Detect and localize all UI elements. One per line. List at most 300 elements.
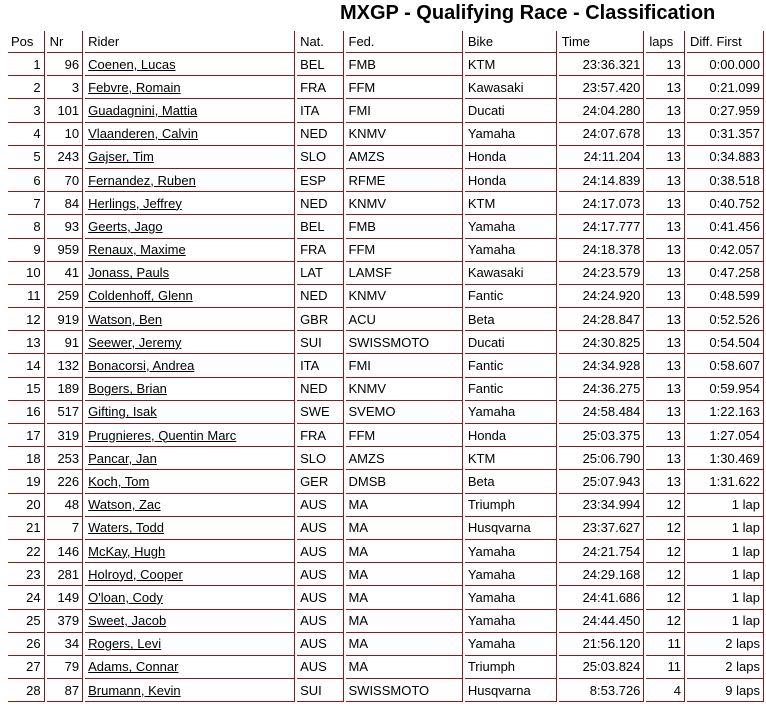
table-row	[8, 610, 764, 633]
cell-pos: 20	[8, 494, 45, 517]
cell-nat: AUS	[297, 610, 343, 633]
cell-laps: 13	[646, 99, 685, 122]
cell-diff: 1 lap	[687, 540, 764, 563]
cell-laps: 13	[646, 331, 685, 354]
cell-laps: 13	[646, 354, 685, 377]
cell-time: 24:34.928	[559, 354, 645, 377]
cell-diff: 0:54.504	[687, 331, 764, 354]
cell-pos: 18	[8, 447, 45, 470]
cell-time: 24:18.378	[559, 239, 645, 262]
cell-rider	[85, 76, 295, 99]
cell-bike: Fantic	[465, 378, 557, 401]
cell-bike: Beta	[465, 470, 557, 493]
cell-nat: AUS	[297, 540, 343, 563]
cell-nr: 79	[47, 656, 84, 679]
cell-pos: 27	[8, 656, 45, 679]
cell-laps: 11	[646, 656, 685, 679]
table-row	[8, 239, 764, 262]
cell-time: 24:21.754	[559, 540, 645, 563]
cell-nr: 189	[47, 378, 84, 401]
cell-bike: Honda	[465, 169, 557, 192]
cell-rider	[85, 308, 295, 331]
cell-nat: AUS	[297, 586, 343, 609]
cell-nr: 101	[47, 99, 84, 122]
cell-bike: KTM	[465, 447, 557, 470]
rider-link[interactable]: Gifting, Isak	[88, 404, 157, 420]
cell-bike: Yamaha	[465, 401, 557, 424]
cell-pos: 17	[8, 424, 45, 447]
cell-nat: AUS	[297, 656, 343, 679]
table-row	[8, 517, 764, 540]
cell-rider	[85, 354, 295, 377]
cell-nr: 48	[47, 494, 84, 517]
rider-link[interactable]: Renaux, Maxime	[88, 242, 186, 258]
cell-nat: FRA	[297, 76, 343, 99]
header-fed: Fed.	[346, 31, 463, 53]
table-row	[8, 447, 764, 470]
cell-diff: 0:58.607	[687, 354, 764, 377]
table-row	[8, 169, 764, 192]
cell-rider	[85, 470, 295, 493]
cell-nr: 70	[47, 169, 84, 192]
table-row	[8, 146, 764, 169]
cell-bike: Husqvarna	[465, 517, 557, 540]
cell-time: 24:58.484	[559, 401, 645, 424]
cell-fed: DMSB	[346, 470, 463, 493]
cell-time: 24:28.847	[559, 308, 645, 331]
cell-fed: MA	[346, 656, 463, 679]
cell-nat: NED	[297, 285, 343, 308]
cell-fed: KNMV	[346, 285, 463, 308]
table-row	[8, 192, 764, 215]
cell-laps: 12	[646, 563, 685, 586]
rider-link[interactable]: McKay, Hugh	[88, 543, 166, 559]
cell-diff: 0:00.000	[687, 53, 764, 76]
table-row	[8, 53, 764, 76]
cell-rider	[85, 424, 295, 447]
cell-pos: 4	[8, 123, 45, 146]
cell-time: 24:36.275	[559, 378, 645, 401]
cell-rider	[85, 53, 295, 76]
cell-diff: 2 laps	[687, 656, 764, 679]
header-time: Time	[559, 31, 645, 53]
cell-rider	[85, 169, 295, 192]
cell-diff: 9 laps	[687, 679, 764, 702]
rider-link[interactable]: O'loan, Cody	[88, 589, 163, 605]
table-row	[8, 563, 764, 586]
rider-link[interactable]: Sweet, Jacob	[88, 613, 167, 629]
table-row	[8, 123, 764, 146]
rider-link[interactable]: Febvre, Romain	[88, 79, 181, 95]
rider-link[interactable]: Watson, Ben	[88, 311, 163, 327]
cell-laps: 13	[646, 424, 685, 447]
rider-link[interactable]: Jonass, Pauls	[88, 265, 170, 281]
cell-pos: 25	[8, 610, 45, 633]
cell-rider	[85, 331, 295, 354]
cell-nat: BEL	[297, 53, 343, 76]
cell-laps: 13	[646, 447, 685, 470]
cell-pos: 14	[8, 354, 45, 377]
cell-bike: Yamaha	[465, 215, 557, 238]
cell-laps: 12	[646, 610, 685, 633]
table-row	[8, 679, 764, 702]
cell-laps: 13	[646, 308, 685, 331]
cell-bike: Yamaha	[465, 563, 557, 586]
cell-nat: NED	[297, 192, 343, 215]
rider-link[interactable]: Brumann, Kevin	[88, 682, 181, 698]
table-row	[8, 76, 764, 99]
cell-rider	[85, 146, 295, 169]
page-title: MXGP - Qualifying Race - Classification	[340, 2, 716, 24]
cell-pos: 23	[8, 563, 45, 586]
cell-diff: 0:40.752	[687, 192, 764, 215]
table-row	[8, 656, 764, 679]
cell-time: 23:37.627	[559, 517, 645, 540]
cell-time: 25:03.375	[559, 424, 645, 447]
cell-diff: 0:52.526	[687, 308, 764, 331]
cell-nr: 919	[47, 308, 84, 331]
cell-rider	[85, 679, 295, 702]
table-row	[8, 378, 764, 401]
cell-bike: Ducati	[465, 331, 557, 354]
cell-diff: 1:27.054	[687, 424, 764, 447]
cell-pos: 28	[8, 679, 45, 702]
cell-rider	[85, 262, 295, 285]
cell-bike: Honda	[465, 146, 557, 169]
cell-laps: 13	[646, 239, 685, 262]
cell-fed: MA	[346, 610, 463, 633]
cell-nat: AUS	[297, 633, 343, 656]
cell-bike: Yamaha	[465, 610, 557, 633]
cell-nr: 149	[47, 586, 84, 609]
cell-laps: 12	[646, 517, 685, 540]
cell-fed: SWISSMOTO	[346, 679, 463, 702]
cell-time: 24:23.579	[559, 262, 645, 285]
cell-fed: MA	[346, 633, 463, 656]
cell-nr: 10	[47, 123, 84, 146]
cell-nr: 243	[47, 146, 84, 169]
cell-time: 21:56.120	[559, 633, 645, 656]
cell-bike: Honda	[465, 424, 557, 447]
cell-time: 24:14.839	[559, 169, 645, 192]
cell-nat: GBR	[297, 308, 343, 331]
cell-rider	[85, 215, 295, 238]
cell-pos: 7	[8, 192, 45, 215]
cell-time: 24:24.920	[559, 285, 645, 308]
cell-nr: 379	[47, 610, 84, 633]
cell-bike: Ducati	[465, 99, 557, 122]
cell-bike: Kawasaki	[465, 76, 557, 99]
cell-time: 24:29.168	[559, 563, 645, 586]
cell-pos: 12	[8, 308, 45, 331]
cell-fed: MA	[346, 563, 463, 586]
cell-time: 24:07.678	[559, 123, 645, 146]
rider-link[interactable]: Adams, Connar	[88, 659, 179, 675]
cell-bike: Yamaha	[465, 586, 557, 609]
cell-nr: 132	[47, 354, 84, 377]
cell-rider	[85, 99, 295, 122]
header-row	[8, 31, 764, 53]
cell-nr: 3	[47, 76, 84, 99]
table-row	[8, 215, 764, 238]
cell-nat: ITA	[297, 354, 343, 377]
cell-rider	[85, 656, 295, 679]
cell-nr: 146	[47, 540, 84, 563]
cell-time: 23:36.321	[559, 53, 645, 76]
header-diff: Diff. First	[687, 31, 764, 53]
table-row	[8, 540, 764, 563]
cell-fed: MA	[346, 540, 463, 563]
cell-time: 8:53.726	[559, 679, 645, 702]
cell-diff: 1:30.469	[687, 447, 764, 470]
table-row	[8, 401, 764, 424]
cell-nr: 34	[47, 633, 84, 656]
cell-nat: SUI	[297, 331, 343, 354]
rider-link[interactable]: Gajser, Tim	[88, 149, 154, 165]
cell-pos: 24	[8, 586, 45, 609]
cell-diff: 1 lap	[687, 610, 764, 633]
cell-diff: 0:41.456	[687, 215, 764, 238]
cell-bike: Yamaha	[465, 123, 557, 146]
cell-nat: SLO	[297, 146, 343, 169]
cell-fed: AMZS	[346, 146, 463, 169]
rider-link[interactable]: Coenen, Lucas	[88, 56, 176, 72]
header-rider: Rider	[85, 31, 295, 53]
rider-link[interactable]: Seewer, Jeremy	[88, 334, 182, 350]
cell-laps: 13	[646, 470, 685, 493]
cell-time: 24:30.825	[559, 331, 645, 354]
cell-fed: FMI	[346, 99, 463, 122]
table-row	[8, 99, 764, 122]
cell-nat: SWE	[297, 401, 343, 424]
cell-rider	[85, 285, 295, 308]
cell-nat: ESP	[297, 169, 343, 192]
cell-pos: 26	[8, 633, 45, 656]
cell-nat: SUI	[297, 679, 343, 702]
cell-diff: 1 lap	[687, 494, 764, 517]
cell-fed: KNMV	[346, 192, 463, 215]
table-row	[8, 331, 764, 354]
cell-diff: 0:38.518	[687, 169, 764, 192]
cell-laps: 13	[646, 401, 685, 424]
cell-bike: Triumph	[465, 656, 557, 679]
table-row	[8, 285, 764, 308]
table-row	[8, 308, 764, 331]
cell-laps: 13	[646, 285, 685, 308]
cell-pos: 15	[8, 378, 45, 401]
rider-link[interactable]: Pancar, Jan	[88, 450, 157, 466]
rider-link[interactable]: Koch, Tom	[88, 473, 150, 489]
table-row	[8, 633, 764, 656]
cell-pos: 3	[8, 99, 45, 122]
cell-fed: FFM	[346, 76, 463, 99]
cell-time: 25:07.943	[559, 470, 645, 493]
cell-nat: FRA	[297, 424, 343, 447]
cell-diff: 0:21.099	[687, 76, 764, 99]
cell-time: 24:17.777	[559, 215, 645, 238]
cell-laps: 13	[646, 76, 685, 99]
header-laps: laps	[646, 31, 685, 53]
cell-laps: 13	[646, 192, 685, 215]
cell-time: 24:44.450	[559, 610, 645, 633]
cell-fed: LAMSF	[346, 262, 463, 285]
cell-fed: SVEMO	[346, 401, 463, 424]
cell-laps: 13	[646, 262, 685, 285]
cell-nat: AUS	[297, 517, 343, 540]
cell-nr: 93	[47, 215, 84, 238]
cell-nat: FRA	[297, 239, 343, 262]
cell-time: 23:34.994	[559, 494, 645, 517]
cell-fed: MA	[346, 494, 463, 517]
cell-laps: 11	[646, 633, 685, 656]
cell-pos: 5	[8, 146, 45, 169]
cell-laps: 12	[646, 586, 685, 609]
cell-fed: RFME	[346, 169, 463, 192]
cell-nr: 253	[47, 447, 84, 470]
cell-time: 24:11.204	[559, 146, 645, 169]
header-nat: Nat.	[297, 31, 343, 53]
cell-fed: FMB	[346, 215, 463, 238]
rider-link[interactable]: Guadagnini, Mattia	[88, 102, 198, 118]
cell-nr: 226	[47, 470, 84, 493]
cell-nat: NED	[297, 123, 343, 146]
table-row	[8, 424, 764, 447]
cell-laps: 13	[646, 169, 685, 192]
rider-link[interactable]: Herlings, Jeffrey	[88, 195, 182, 211]
cell-diff: 0:31.357	[687, 123, 764, 146]
cell-bike: Yamaha	[465, 633, 557, 656]
rider-link[interactable]: Vlaanderen, Calvin	[88, 126, 198, 142]
cell-diff: 0:47.258	[687, 262, 764, 285]
cell-nr: 87	[47, 679, 84, 702]
cell-bike: Yamaha	[465, 540, 557, 563]
cell-nr: 84	[47, 192, 84, 215]
cell-fed: KNMV	[346, 123, 463, 146]
cell-time: 24:41.686	[559, 586, 645, 609]
cell-rider	[85, 563, 295, 586]
cell-bike: Fantic	[465, 285, 557, 308]
cell-laps: 12	[646, 540, 685, 563]
cell-pos: 9	[8, 239, 45, 262]
rider-link[interactable]: Rogers, Levi	[88, 636, 162, 652]
cell-fed: FFM	[346, 239, 463, 262]
cell-rider	[85, 401, 295, 424]
cell-diff: 0:27.959	[687, 99, 764, 122]
cell-bike: Beta	[465, 308, 557, 331]
cell-rider	[85, 610, 295, 633]
cell-diff: 1:22.163	[687, 401, 764, 424]
cell-fed: FMB	[346, 53, 463, 76]
rider-link[interactable]: Bonacorsi, Andrea	[88, 358, 195, 374]
cell-fed: AMZS	[346, 447, 463, 470]
cell-pos: 2	[8, 76, 45, 99]
cell-nr: 517	[47, 401, 84, 424]
rider-link[interactable]: Watson, Zac	[88, 497, 161, 513]
classification-table	[6, 31, 766, 702]
rider-link[interactable]: Bogers, Brian	[88, 381, 167, 397]
cell-fed: KNMV	[346, 378, 463, 401]
cell-nr: 91	[47, 331, 84, 354]
cell-laps: 13	[646, 215, 685, 238]
cell-pos: 8	[8, 215, 45, 238]
cell-diff: 1 lap	[687, 517, 764, 540]
table-row	[8, 262, 764, 285]
cell-nr: 7	[47, 517, 84, 540]
cell-pos: 6	[8, 169, 45, 192]
cell-bike: KTM	[465, 192, 557, 215]
cell-diff: 2 laps	[687, 633, 764, 656]
cell-rider	[85, 192, 295, 215]
cell-diff: 0:34.883	[687, 146, 764, 169]
cell-diff: 0:59.954	[687, 378, 764, 401]
cell-fed: MA	[346, 586, 463, 609]
table-row	[8, 354, 764, 377]
cell-pos: 21	[8, 517, 45, 540]
cell-rider	[85, 239, 295, 262]
cell-fed: SWISSMOTO	[346, 331, 463, 354]
cell-laps: 4	[646, 679, 685, 702]
cell-nat: AUS	[297, 563, 343, 586]
rider-link[interactable]: Prugnieres, Quentin Marc	[88, 427, 237, 443]
cell-nat: ITA	[297, 99, 343, 122]
rider-link[interactable]: Geerts, Jago	[88, 218, 163, 234]
cell-pos: 13	[8, 331, 45, 354]
table-row	[8, 494, 764, 517]
cell-pos: 19	[8, 470, 45, 493]
cell-pos: 22	[8, 540, 45, 563]
table-row	[8, 586, 764, 609]
cell-diff: 1 lap	[687, 563, 764, 586]
rider-link[interactable]: Waters, Todd	[88, 520, 165, 536]
cell-diff: 1 lap	[687, 586, 764, 609]
rider-link[interactable]: Holroyd, Cooper	[88, 566, 183, 582]
cell-rider	[85, 517, 295, 540]
cell-nr: 259	[47, 285, 84, 308]
cell-fed: FFM	[346, 424, 463, 447]
cell-nat: LAT	[297, 262, 343, 285]
cell-time: 23:57.420	[559, 76, 645, 99]
cell-nr: 959	[47, 239, 84, 262]
cell-nr: 96	[47, 53, 84, 76]
cell-bike: Yamaha	[465, 239, 557, 262]
cell-time: 24:17.073	[559, 192, 645, 215]
table-row	[8, 470, 764, 493]
rider-link[interactable]: Coldenhoff, Glenn	[88, 288, 193, 304]
cell-time: 25:06.790	[559, 447, 645, 470]
cell-rider	[85, 586, 295, 609]
cell-bike: KTM	[465, 53, 557, 76]
cell-rider	[85, 494, 295, 517]
cell-nr: 41	[47, 262, 84, 285]
cell-bike: Triumph	[465, 494, 557, 517]
cell-bike: Husqvarna	[465, 679, 557, 702]
cell-time: 25:03.824	[559, 656, 645, 679]
cell-bike: Kawasaki	[465, 262, 557, 285]
cell-laps: 13	[646, 146, 685, 169]
header-pos: Pos	[8, 31, 45, 53]
cell-rider	[85, 447, 295, 470]
cell-pos: 10	[8, 262, 45, 285]
header-bike: Bike	[465, 31, 557, 53]
cell-pos: 11	[8, 285, 45, 308]
rider-link[interactable]: Fernandez, Ruben	[88, 172, 196, 188]
cell-laps: 13	[646, 123, 685, 146]
cell-nat: BEL	[297, 215, 343, 238]
cell-laps: 13	[646, 378, 685, 401]
cell-laps: 12	[646, 494, 685, 517]
cell-diff: 0:48.599	[687, 285, 764, 308]
cell-rider	[85, 633, 295, 656]
